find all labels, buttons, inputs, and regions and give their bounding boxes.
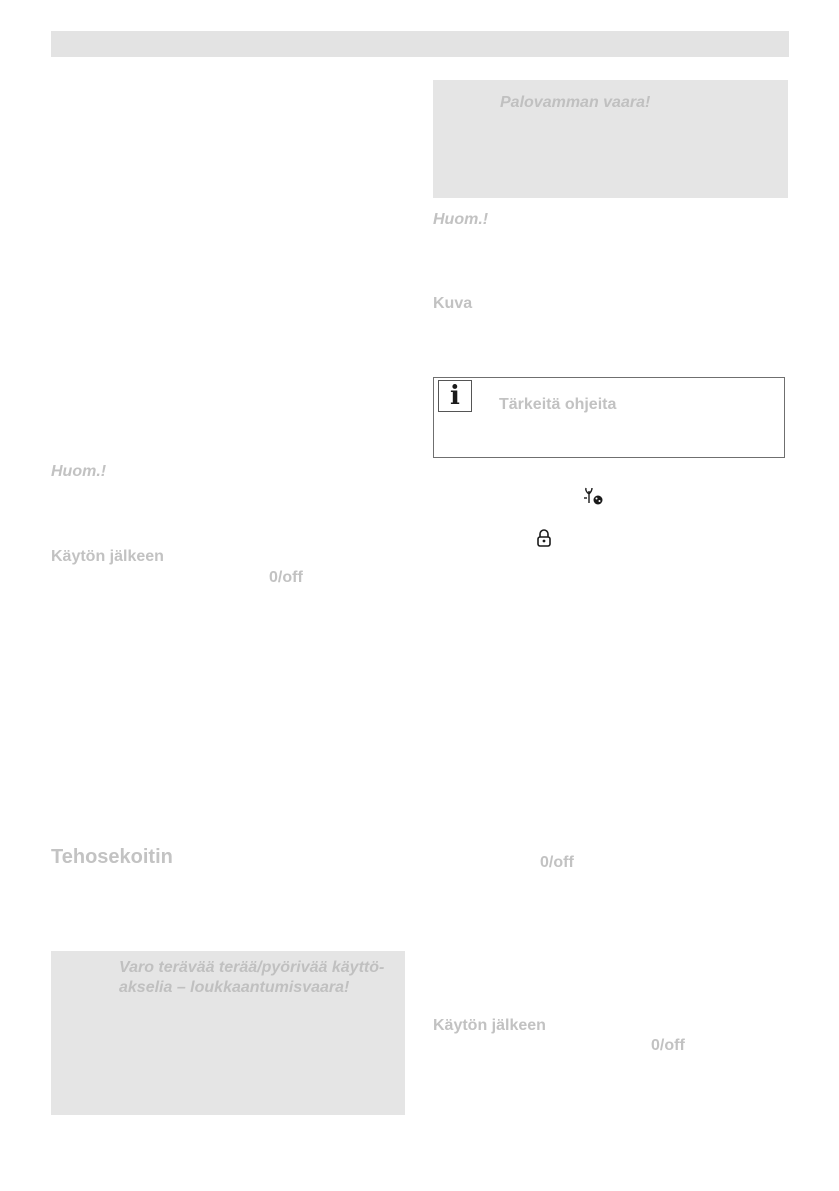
herb-icon	[580, 486, 606, 506]
after-use-heading-left: Käytön jälkeen	[51, 548, 164, 565]
note-huom-right: Huom.!	[433, 211, 489, 228]
header-bar	[51, 31, 789, 57]
info-icon: i	[438, 380, 472, 412]
after-use-heading-right: Käytön jälkeen	[433, 1017, 546, 1034]
important-info-box	[433, 377, 785, 458]
off-label-right-bottom: 0/off	[651, 1037, 685, 1054]
info-title: Tärkeitä ohjeita	[499, 396, 617, 413]
blade-warning-line1: Varo terävää terää/pyörivää käyttö-	[119, 959, 385, 976]
note-huom-left: Huom.!	[51, 463, 107, 480]
off-label-right-mid: 0/off	[540, 854, 574, 871]
burn-warning-title: Palovamman vaara!	[500, 94, 651, 111]
lock-icon	[536, 528, 552, 548]
blade-warning-line2: akselia – loukkaantumisvaara!	[119, 979, 350, 996]
off-label-left: 0/off	[269, 569, 303, 586]
blade-warning-box	[51, 951, 405, 1115]
burn-warning-box	[433, 80, 788, 198]
section-title-blender: Tehosekoitin	[51, 846, 173, 868]
figure-label: Kuva	[433, 295, 473, 312]
